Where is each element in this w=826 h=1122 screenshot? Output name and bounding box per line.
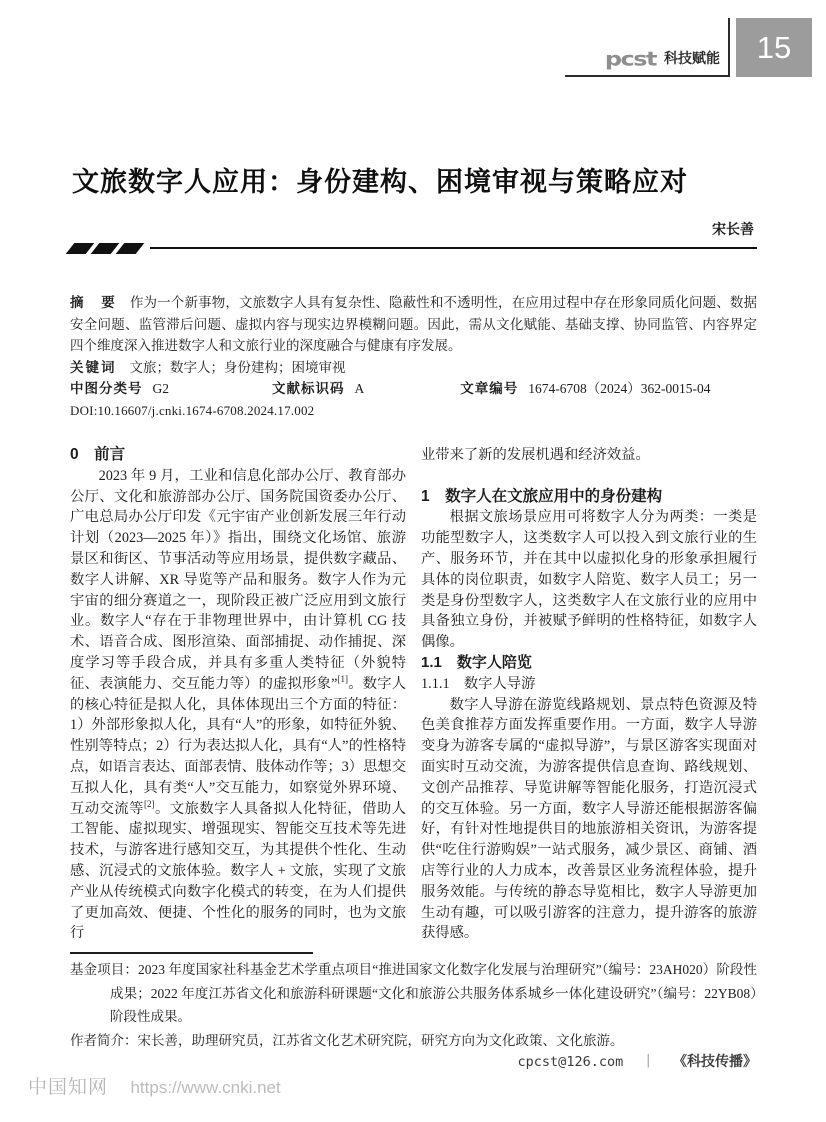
fund-project-label: 基金项目： [70, 962, 138, 978]
abstract-paragraph [70, 292, 757, 357]
citation-ref-1: [1] [337, 674, 348, 684]
left-column [70, 445, 406, 944]
title-divider [70, 242, 757, 254]
author-bio-text: 宋长善，助理研究员，江苏省文化艺术研究院，研究方向为文化政策、文化旅游。 [137, 1032, 624, 1048]
slash-decoration-icon [66, 243, 95, 254]
slash-decoration-icon [116, 243, 145, 254]
page-number: 15 [756, 29, 792, 65]
author-row [70, 219, 757, 237]
page-footer [518, 1050, 757, 1071]
paragraph-text: 。数字人的核心特征是拟人化，具体体现出三个方面的特征：1）外部形象拟人化，具有“人”的形象，如特征外貌、性别等特点；2）行为表达拟人化，具有“人”的性格特点，如语言表达、面部表情、肢体动作等；3）思想交互拟人化，具有类“人”交互能力，如察觉外界环境、互动交流等 [70, 675, 407, 817]
cnki-site-name: 中国知网 [28, 1077, 109, 1098]
paragraph-continuation: 业带来了新的发展机遇和经济效益。 [421, 447, 650, 463]
doi-line: DOI:10.16607/j.cnki.1674-6708.2024.17.002 [70, 402, 315, 418]
journal-name: 《科技传播》 [673, 1053, 757, 1069]
subsection-heading-1-1: 1.1 数字人陪览 [421, 653, 532, 671]
cnki-site-url: https://www.cnki.net [130, 1078, 281, 1097]
abstract-text: 作为一个新事物，文旅数字人具有复杂性、隐蔽性和不透明性，在应用过程中存在形象同质化问题、数据安全问题、监管滞后问题、虚拟内容与现实边界模糊问题。因此，需从文化赋能、基础支撑、协同监管、内容界定四个维度深入推进数字人和文旅行业的深度融合与健康有序发展。 [70, 295, 757, 353]
journal-logo-box [565, 18, 730, 77]
article-id-label: 文章编号 [460, 381, 519, 396]
keywords-text: 文旅；数字人；身份建构；困境审视 [129, 359, 346, 375]
section-heading-0: 0 前言 [70, 446, 126, 463]
divider-line [150, 247, 757, 250]
footnote-separator [70, 952, 313, 954]
journal-tagline: 科技赋能 [664, 50, 720, 66]
intro-paragraph [70, 466, 406, 944]
clc-value: G2 [152, 381, 169, 396]
article-title: 文旅数字人应用：身份建构、困境审视与策略应对 [72, 167, 688, 197]
clc-label: 中图分类号 [70, 381, 143, 396]
journal-logo: pcst [604, 47, 656, 71]
keywords-label: 关键词 [70, 359, 117, 375]
fund-project-text: 2023 年度国家社科基金艺术学重点项目“推进国家文化数字化发展与治理研究”（编号：23AH020）阶段性成果；2022 年度江苏省文化和旅游科研课题“文化和旅游公共服务体系城乡一体化建设研究”（编号：22YB08）阶段性成果。 [110, 962, 758, 1025]
page-header [565, 18, 812, 77]
contact-email: cpcst@126.com [517, 1054, 624, 1070]
fund-project-note [70, 958, 757, 1029]
cnki-watermark [28, 1072, 281, 1099]
footnotes-block [70, 958, 757, 1052]
doc-code-value: A [354, 381, 365, 396]
citation-ref-2: [2] [143, 798, 155, 809]
footer-separator: ｜ [641, 1054, 655, 1070]
section-1-1-1-paragraph: 数字人导游在游览线路规划、景点特色资源及特色美食推荐方面发挥重要作用。一方面，数字人导游变身为游客专属的“虚拟导游”，与景区游客实现面对面实时互动交流，为游客提供信息查询、路线规划、文创产品推荐、导览讲解等智能化服务，打造沉浸式的交互体验。另一方面，数字人导游还能根据游客偏好，有针对性地提供目的地旅游相关资讯，为游客提供“吃住行游购娱”一站式服务，减少景区、商铺、酒店等行业的人力成本，改善景区业务流程体验，提升服务效能。与传统的静态导览相比，数字人导游更加生动有趣，可以吸引游客的注意力，提升游客的旅游获得感。 [421, 696, 757, 942]
author-bio-note [70, 1029, 757, 1053]
section-1-paragraph: 根据文旅场景应用可将数字人分为两类：一类是功能型数字人，这类数字人可以投入到文旅行业的生产、服务环节，并在其中以虚拟化身的形象承担履行具体的岗位职责，如数字人陪览、数字人员工；另一类是身份型数字人，这类数字人在文旅行业的应用中具备独立身份，并被赋予鲜明的性格特征，如数字人偶像。 [421, 509, 757, 651]
page-number-box [736, 18, 812, 77]
doc-code-label: 文献标识码 [272, 381, 345, 396]
author-bio-label: 作者简介： [70, 1032, 138, 1048]
abstract-label: 摘 要 [70, 295, 117, 310]
article-meta [70, 292, 757, 421]
classification-row [70, 378, 757, 400]
author-name: 宋长善 [712, 221, 754, 237]
section-heading-1: 1 数字人在文旅应用中的身份建构 [421, 487, 663, 505]
article-id-value: 1674-6708（2024）362-0015-04 [528, 381, 711, 396]
body-columns [70, 445, 757, 944]
right-column [421, 445, 757, 944]
subsection-heading-1-1-1: 1.1.1 数字人导游 [421, 675, 536, 692]
keywords-row [70, 357, 757, 379]
paragraph-text: 。文旅数字人具备拟人化特征，借助人工智能、虚拟现实、增强现实、智能交互技术等先进技术，与游客进行感知交互，为其提供个性化、生动感、沉浸式的文旅体验。数字人 + 文旅，实现了文旅产业从传统模式向数字化模式的转变，在为人们提供了更加高效、便捷、个性化的服务的同时，也为文旅行 [70, 800, 407, 942]
slash-decoration-icon [91, 243, 120, 254]
paragraph-text: 2023 年 9 月，工业和信息化部办公厅、教育部办公厅、文化和旅游部办公厅、国务院国资委办公厅、广电总局办公厅印发《元宇宙产业创新发展三年行动计划（2023—2025 年）》指出，围绕文化场馆、旅游景区和街区、节事活动等应用场景，提供数字藏品、数字人讲解、XR 导览等产品和服务。数字人作为元宇宙的细分赛道之一，现阶段正被广泛应用到文旅行业。数字人“存在于非物理世界中，由计算机 CG 技术、语音合成、图形渲染、面部捕捉、动作捕捉、深度学习等手段合成，并具有多重人类特征（外貌特征、表演能力、交互能力等）的虚拟形象” [70, 467, 406, 692]
article-content [70, 165, 757, 1052]
